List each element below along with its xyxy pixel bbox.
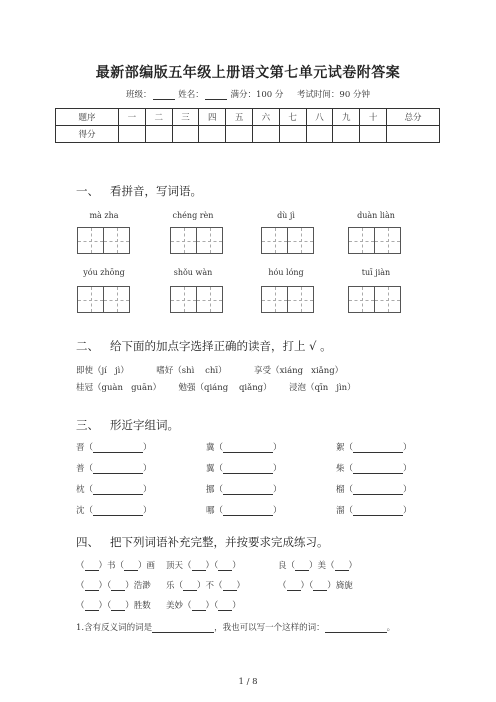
idiom-blank[interactable]	[85, 602, 99, 611]
section-3-heading	[76, 417, 179, 433]
reading-option[interactable]: jì	[114, 366, 121, 376]
reading-option[interactable]: xiǎng	[311, 366, 335, 376]
section-number: 一、	[76, 184, 99, 198]
char: 柴	[336, 464, 345, 474]
idiom-blank[interactable]	[295, 562, 309, 571]
reading-option[interactable]: chī	[205, 366, 219, 376]
char: 溜	[336, 506, 345, 516]
idiom-block	[76, 559, 446, 619]
score-cell[interactable]	[252, 126, 279, 143]
idiom-blank[interactable]	[124, 562, 138, 571]
name-label: 姓名：	[178, 90, 204, 100]
idiom-blank[interactable]	[335, 562, 349, 571]
idiom-row: （ ）书（ ）画 顶天（ ）（ ） 良（ ）美（ ）	[76, 561, 358, 571]
class-blank[interactable]	[153, 91, 175, 100]
score-header-row	[56, 109, 440, 126]
idiom-blank[interactable]	[218, 602, 232, 611]
reading-option[interactable]: qiáng	[204, 383, 229, 393]
answer-blank[interactable]	[93, 465, 143, 474]
answer-blank[interactable]	[93, 507, 143, 516]
pinyin-label: tuī jiàn	[361, 268, 391, 277]
writing-grid[interactable]	[261, 286, 313, 313]
score-header-cell: 九	[333, 109, 360, 126]
score-header-cell: 六	[252, 109, 279, 126]
reading-option[interactable]: qiǎng	[238, 383, 264, 393]
idiom-blank[interactable]	[313, 582, 327, 591]
score-cell[interactable]	[145, 126, 172, 143]
reading-option[interactable]: jìn	[336, 383, 348, 393]
reading-option[interactable]: xiáng	[279, 366, 304, 376]
exam-time-text: 考试时间：90 分钟	[296, 90, 370, 100]
score-cell[interactable]	[199, 126, 226, 143]
writing-grid[interactable]	[348, 286, 400, 313]
score-cell[interactable]	[172, 126, 199, 143]
similar-row: 普（ ） 翼（ ） 柴（ ）	[76, 464, 412, 474]
section-4-heading	[76, 534, 328, 550]
score-header-cell: 十	[360, 109, 387, 126]
writing-grid[interactable]	[77, 286, 129, 313]
answer-blank[interactable]	[223, 486, 273, 495]
char: 冀	[206, 443, 215, 453]
idiom-blank[interactable]	[192, 602, 206, 611]
score-header-cell: 三	[172, 109, 199, 126]
score-cell[interactable]	[306, 126, 333, 143]
idiom-row: （ ）（ ）胜数 美妙（ ）（ ）	[76, 601, 241, 611]
idiom-blank[interactable]	[223, 582, 237, 591]
reading-option[interactable]: jí	[101, 366, 107, 376]
writing-grid[interactable]	[77, 227, 129, 254]
answer-blank[interactable]	[223, 465, 273, 474]
reading-word: 享受（	[254, 366, 280, 376]
section-number: 四、	[76, 535, 99, 549]
document-title: 最新部编版五年级上册语文第七单元试卷附答案	[95, 65, 401, 81]
section-2-heading	[76, 338, 332, 354]
reading-row-1: 即使（jí jì） 嗜好（shì chī） 享受（xiáng xiǎng）	[76, 366, 344, 376]
idiom-blank[interactable]	[111, 602, 125, 611]
answer-blank[interactable]	[223, 507, 273, 516]
reading-option[interactable]: qīn	[314, 383, 329, 393]
section-number: 二、	[76, 339, 99, 353]
char: 哪	[206, 506, 215, 516]
reading-option[interactable]: guàn	[101, 383, 123, 393]
section-title: 形近字组词。	[109, 418, 179, 432]
score-header-cell: 题序	[56, 109, 119, 126]
reading-word: 桂冠（	[76, 383, 102, 393]
reading-word: 即使（	[76, 366, 102, 376]
section-title: 看拼音，写词语。	[109, 184, 202, 198]
pinyin-label: yóu zhōng	[83, 268, 125, 277]
answer-blank[interactable]	[353, 465, 403, 474]
answer-blank[interactable]	[353, 486, 403, 495]
idiom-blank[interactable]	[85, 582, 99, 591]
score-header-cell: 总分	[387, 109, 440, 126]
reading-word: 嗜好（	[156, 366, 182, 376]
score-header-cell: 八	[306, 109, 333, 126]
answer-blank[interactable]	[152, 624, 214, 633]
score-header-cell: 一	[119, 109, 146, 126]
idiom-blank[interactable]	[287, 582, 301, 591]
reading-word: 浸泡（	[289, 383, 315, 393]
page-number: 1 / 8	[238, 677, 258, 687]
score-header-cell: 二	[145, 109, 172, 126]
idiom-blank[interactable]	[192, 562, 206, 571]
similar-row: 枕（ ） 挪（ ） 榴（ ）	[76, 485, 412, 495]
score-cell[interactable]	[360, 126, 387, 143]
answer-blank[interactable]	[353, 444, 403, 453]
reading-option[interactable]: shì	[181, 366, 195, 376]
pinyin-label: duàn liàn	[357, 211, 395, 220]
section-title: 把下列词语补充完整，并按要求完成练习。	[109, 535, 329, 549]
score-cell[interactable]	[226, 126, 253, 143]
score-cell[interactable]	[333, 126, 360, 143]
reading-option[interactable]: guān	[131, 383, 153, 393]
char: 枕	[76, 485, 85, 495]
char: 榴	[336, 485, 345, 495]
name-blank[interactable]	[205, 91, 227, 100]
idiom-blank[interactable]	[85, 562, 99, 571]
pinyin-label: dù jì	[277, 211, 295, 220]
writing-grid[interactable]	[261, 227, 313, 254]
answer-blank[interactable]	[223, 444, 273, 453]
full-score-text: 满分：100 分	[230, 90, 284, 100]
score-header-cell: 五	[226, 109, 253, 126]
pinyin-label: chéng rèn	[172, 211, 214, 220]
section-title: 给下面的加点字选择正确的读音，打上 √ 。	[109, 339, 332, 353]
char: 挪	[206, 485, 215, 495]
writing-grid[interactable]	[170, 227, 222, 254]
char: 晋	[76, 443, 85, 453]
similar-row: 沈（ ） 哪（ ） 溜（ ）	[76, 506, 412, 516]
score-cell[interactable]	[279, 126, 306, 143]
score-header-cell: 七	[279, 109, 306, 126]
char: 絮	[336, 443, 345, 453]
answer-blank[interactable]	[93, 444, 143, 453]
reading-row-2: 桂冠（guàn guān） 勉强（qiáng qiǎng） 浸泡（qīn jìn）	[76, 383, 356, 393]
score-table	[55, 108, 440, 143]
writing-grid[interactable]	[170, 286, 222, 313]
pinyin-label: hóu lóng	[268, 268, 304, 277]
answer-blank[interactable]	[325, 624, 387, 633]
idiom-blank[interactable]	[218, 562, 232, 571]
score-header-cell: 四	[199, 109, 226, 126]
idiom-blank[interactable]	[183, 582, 197, 591]
score-row-label: 得分	[56, 126, 119, 143]
pinyin-label: mà zha	[89, 211, 119, 220]
score-cell[interactable]	[119, 126, 146, 143]
idiom-row: （ ）（ ）浩渺 乐（ ）不（ ） （ ）（ ）旖旎	[76, 581, 353, 591]
pinyin-label: shǒu wàn	[173, 268, 213, 277]
exam-info-line	[0, 88, 496, 100]
writing-grid[interactable]	[348, 227, 400, 254]
section-1-heading	[76, 183, 202, 199]
answer-blank[interactable]	[93, 486, 143, 495]
char: 翼	[206, 464, 215, 474]
section-number: 三、	[76, 418, 99, 432]
answer-blank[interactable]	[353, 507, 403, 516]
score-value-row	[56, 126, 440, 143]
reading-word: 勉强（	[178, 383, 204, 393]
score-cell[interactable]	[387, 126, 440, 143]
char: 普	[76, 464, 85, 474]
char: 沈	[76, 506, 85, 516]
class-label: 班级：	[126, 90, 152, 100]
similar-row: 晋（ ） 冀（ ） 絮（ ）	[76, 443, 412, 453]
question-1: 1.含有反义词的词是 ，我也可以写一个这样的词： 。	[76, 623, 396, 633]
idiom-blank[interactable]	[111, 582, 125, 591]
similar-chars-block	[76, 441, 436, 525]
